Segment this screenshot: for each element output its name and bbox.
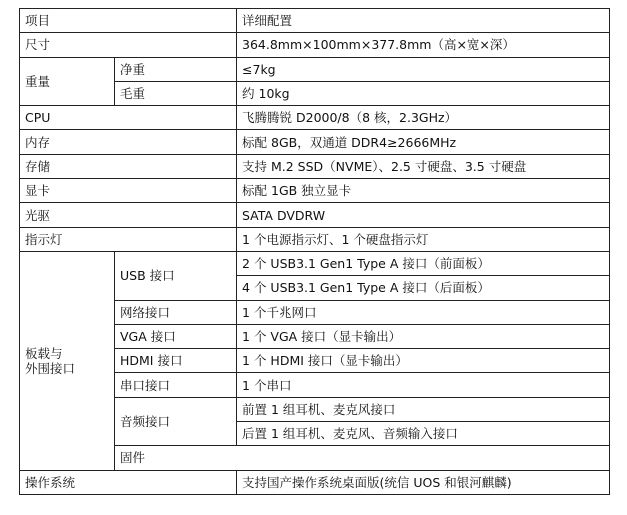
cpu-value: 飞腾腾锐 D2000/8（8 核，2.3GHz） <box>237 106 610 130</box>
size-label: 尺寸 <box>20 33 237 57</box>
indicator-value: 1 个电源指示灯、1 个硬盘指示灯 <box>237 227 610 251</box>
network-value: 1 个千兆网口 <box>237 300 610 324</box>
net-weight-value: ≤7kg <box>237 57 610 81</box>
audio-rear-value: 后置 1 组耳机、麦克风、音频输入接口 <box>237 422 610 446</box>
gpu-value: 标配 1GB 独立显卡 <box>237 179 610 203</box>
serial-value: 1 个串口 <box>237 373 610 397</box>
usb-label: USB 接口 <box>115 251 237 300</box>
hdmi-label: HDMI 接口 <box>115 349 237 373</box>
header-item: 项目 <box>20 9 237 33</box>
spec-table <box>19 8 610 495</box>
ports-label-line2: 外围接口 <box>25 360 76 376</box>
os-label: 操作系统 <box>20 470 237 494</box>
indicator-label: 指示灯 <box>20 227 237 251</box>
network-label: 网络接口 <box>115 300 237 324</box>
hdmi-value: 1 个 HDMI 接口（显卡输出） <box>237 349 610 373</box>
storage-value: 支持 M.2 SSD（NVME）、2.5 寸硬盘、3.5 寸硬盘 <box>237 154 610 178</box>
firmware-label: 固件 <box>115 446 610 470</box>
vga-value: 1 个 VGA 接口（显卡输出） <box>237 324 610 348</box>
storage-label: 存储 <box>20 154 237 178</box>
table-row-header <box>20 9 610 33</box>
net-weight-label: 净重 <box>115 57 237 81</box>
size-value: 364.8mm×100mm×377.8mm（高×宽×深） <box>237 33 610 57</box>
serial-label: 串口接口 <box>115 373 237 397</box>
table-row-cpu <box>20 106 610 130</box>
weight-label: 重量 <box>20 57 115 106</box>
ports-label <box>20 251 115 470</box>
gpu-label: 显卡 <box>20 179 237 203</box>
table-row-usb-front <box>20 251 610 275</box>
table-row-indicator <box>20 227 610 251</box>
memory-value: 标配 8GB，双通道 DDR4≥2666MHz <box>237 130 610 154</box>
cpu-label: CPU <box>20 106 237 130</box>
table-row-net-weight <box>20 57 610 81</box>
memory-label: 内存 <box>20 130 237 154</box>
table-row-os <box>20 470 610 494</box>
usb-rear-value: 4 个 USB3.1 Gen1 Type A 接口（后面板） <box>237 276 610 300</box>
gross-weight-label: 毛重 <box>115 81 237 105</box>
audio-front-value: 前置 1 组耳机、麦克风接口 <box>237 397 610 421</box>
table-row-optical <box>20 203 610 227</box>
header-config: 详细配置 <box>237 9 610 33</box>
gross-weight-value: 约 10kg <box>237 81 610 105</box>
audio-label: 音频接口 <box>115 397 237 446</box>
optical-label: 光驱 <box>20 203 237 227</box>
table-row-gpu <box>20 179 610 203</box>
optical-value: SATA DVDRW <box>237 203 610 227</box>
vga-label: VGA 接口 <box>115 324 237 348</box>
os-value: 支持国产操作系统桌面版(统信 UOS 和银河麒麟) <box>237 470 610 494</box>
table-row-size <box>20 33 610 57</box>
usb-front-value: 2 个 USB3.1 Gen1 Type A 接口（前面板） <box>237 251 610 275</box>
ports-label-line1: 板载与 <box>25 345 63 361</box>
table-row-storage <box>20 154 610 178</box>
table-row-memory <box>20 130 610 154</box>
